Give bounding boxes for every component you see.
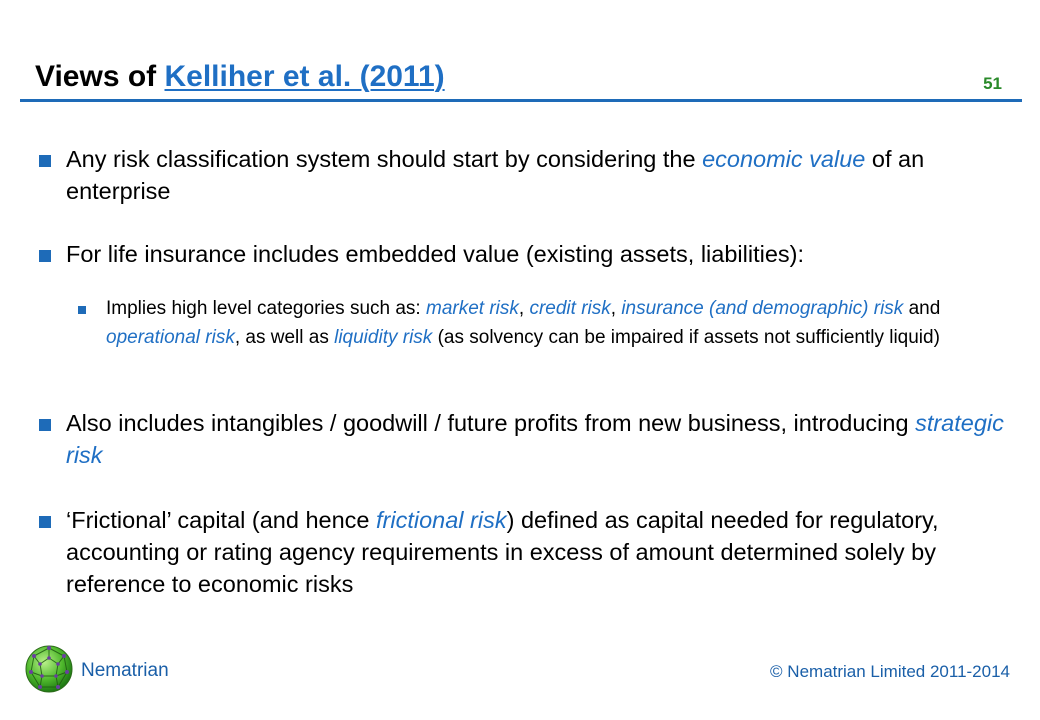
bullet-text: , [518, 298, 530, 319]
bullet-item [66, 407, 1006, 471]
emphasized-term: insurance (and demographic) risk [621, 298, 904, 319]
green-geodesic-sphere-icon [24, 644, 74, 694]
bullet-text: For life insurance includes embedded value (existing assets, liabilities): [66, 241, 805, 267]
bullet-item [66, 143, 1006, 207]
bullet-text: , as well as [234, 326, 335, 348]
bullet-text: Implies high level categories such as: [106, 298, 426, 319]
bullet-text: Any risk classification system should start by considering the [66, 146, 703, 172]
bullet-text: Also includes intangibles / goodwill / future profits from new business, introducing [66, 410, 916, 436]
emphasized-term: frictional risk [376, 507, 507, 533]
bullet-item [66, 504, 1006, 600]
footer-copyright: © Nematrian Limited 2011-2014 [770, 662, 1010, 681]
bullet-text: , [610, 298, 622, 319]
emphasized-term: economic value [702, 146, 866, 172]
sub-bullet-item [106, 295, 1006, 352]
emphasized-term: credit risk [529, 298, 611, 319]
bullet-text: (as solvency can be impaired if assets not sufficiently liquid) [432, 326, 940, 348]
title-reference-link[interactable]: Kelliher et al. (2011) [164, 60, 445, 93]
emphasized-term: operational risk [106, 326, 235, 348]
bullet-square-icon [39, 419, 51, 431]
bullet-square-icon [39, 516, 51, 528]
slide-number: 51 [983, 74, 1002, 93]
bullet-square-icon [39, 155, 51, 167]
emphasized-term: liquidity risk [334, 326, 433, 348]
sub-bullet-square-icon [78, 306, 86, 314]
bullet-text: of an enterprise [66, 146, 925, 204]
footer-brand: Nematrian [81, 660, 169, 681]
slide-title [35, 58, 445, 96]
bullet-item [66, 238, 1006, 270]
emphasized-term: strategic risk [66, 410, 1004, 468]
emphasized-term: market risk [426, 298, 519, 319]
bullet-text: ) defined as capital needed for regulatory, accounting or rating agency requirements in excess of amount determined solely by reference to economic risks [66, 507, 939, 597]
title-divider [20, 99, 1022, 102]
title-prefix: Views of [35, 60, 165, 93]
bullet-square-icon [39, 250, 51, 262]
bullet-text: and [903, 298, 941, 319]
bullet-text: ‘Frictional’ capital (and hence [66, 507, 377, 533]
